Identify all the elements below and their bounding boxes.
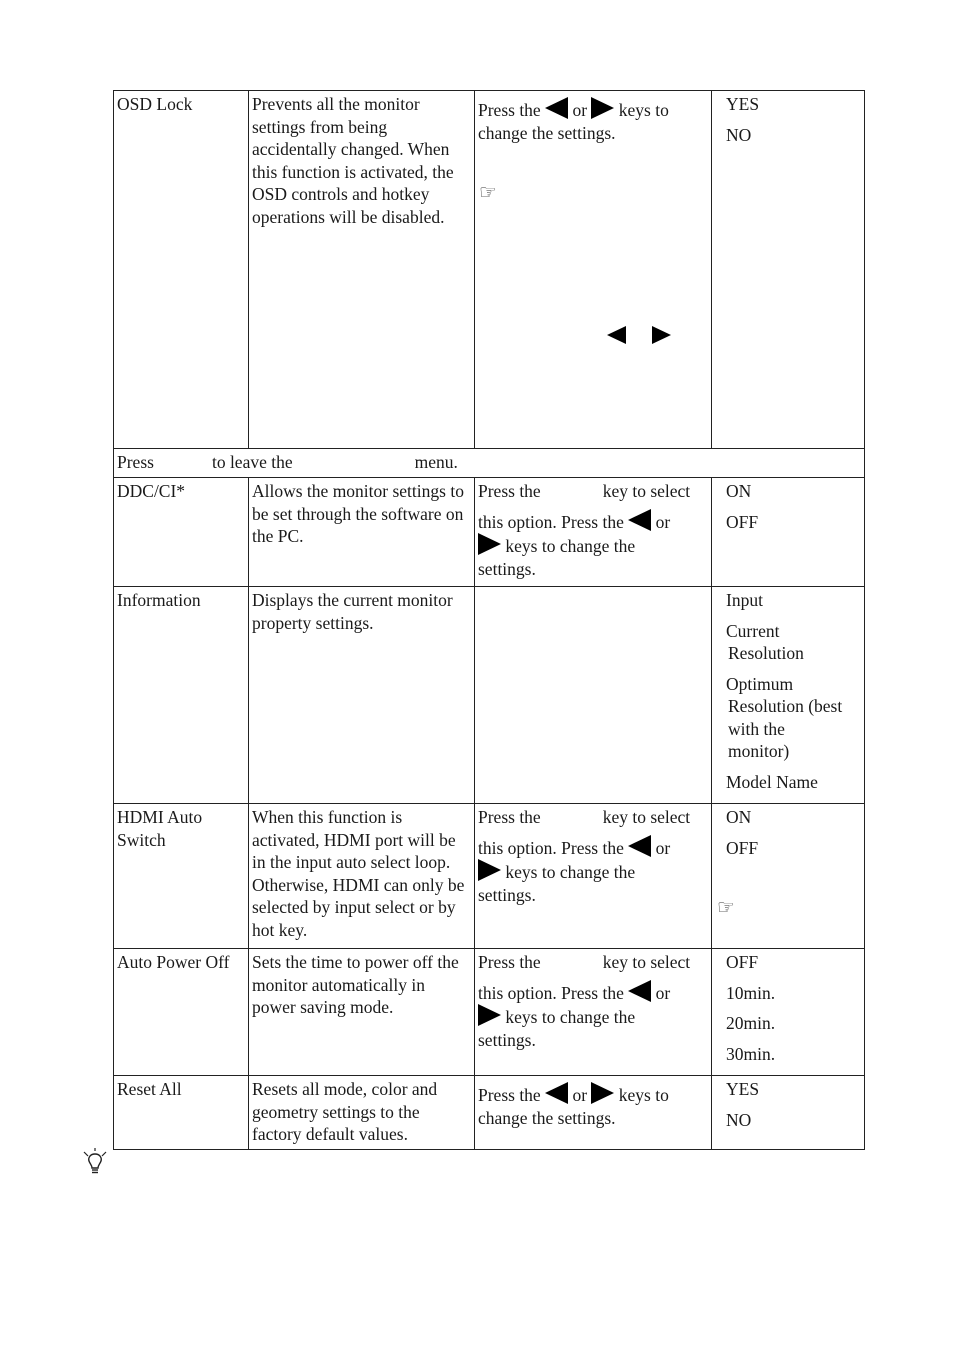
item-name: HDMI Auto Switch [114, 804, 249, 949]
item-options [712, 804, 865, 949]
left-triangle-icon [545, 97, 568, 119]
right-triangle-icon [591, 97, 614, 119]
left-triangle-icon [628, 509, 651, 531]
item-operation: Press the or keys to change the settings. [475, 1076, 712, 1150]
item-description: Prevents all the monitor settings from being accidentally changed. When this function is activated, the OSD controls and hotkey operations will be disabled. [249, 91, 475, 449]
table-row-information [114, 587, 865, 804]
leave-menu-note: Press to leave the menu. [114, 449, 865, 478]
arrow-keys-hint [607, 326, 671, 346]
item-options [712, 478, 865, 587]
option-value: ON [726, 481, 752, 501]
right-triangle-icon [478, 533, 501, 555]
item-description: Allows the monitor settings to be set through the software on the PC. [249, 478, 475, 587]
option-value: 10min. [726, 982, 776, 1003]
option-value: YES [726, 94, 760, 114]
item-operation: Press the key to select this option. Press the or keys to change the settings. [475, 949, 712, 1076]
item-operation: Press the key to select this option. Press the or keys to change the settings. [475, 478, 712, 587]
table-row-leave-menu [114, 449, 865, 478]
option-value: Input [726, 590, 763, 610]
item-operation [475, 587, 712, 804]
table-row-auto-power-off [114, 949, 865, 1076]
right-triangle-icon [478, 859, 501, 881]
option-value: Model Name [726, 771, 818, 792]
option-value: OFF [726, 837, 759, 858]
left-triangle-icon [607, 326, 626, 344]
pointing-hand-icon: ☞ [479, 180, 497, 204]
item-options [712, 587, 865, 804]
item-name: OSD Lock [114, 91, 249, 449]
item-description: When this function is activated, HDMI port will be in the input auto select loop. Otherwise, HDMI can only be selected by input select or by hot key. [249, 804, 475, 949]
item-name: DDC/CI* [114, 478, 249, 587]
option-value: ON [726, 807, 752, 827]
option-value: YES [726, 1079, 760, 1099]
left-triangle-icon [628, 835, 651, 857]
item-operation: Press the key to select this option. Press the or keys to change the settings. [475, 804, 712, 949]
option-value: 20min. [726, 1013, 776, 1033]
left-triangle-icon [545, 1082, 568, 1104]
item-description: Sets the time to power off the monitor automatically in power saving mode. [249, 949, 475, 1076]
option-value: Current Resolution [726, 620, 804, 663]
option-value: NO [726, 1109, 752, 1130]
option-value: OFF [726, 511, 759, 532]
item-operation: Press the or keys to change the settings. [475, 91, 712, 449]
item-name: Reset All [114, 1076, 249, 1150]
osd-settings-table [113, 90, 865, 1150]
item-options [712, 1076, 865, 1150]
lightbulb-icon [82, 1148, 108, 1176]
left-triangle-icon [628, 980, 651, 1002]
table-row-hdmi-auto-switch [114, 804, 865, 949]
pointing-hand-icon: ☞ [717, 895, 735, 919]
right-triangle-icon [591, 1082, 614, 1104]
item-options [712, 949, 865, 1076]
table-row-ddc-ci [114, 478, 865, 587]
table-row-osd-lock [114, 91, 865, 449]
option-value: 30min. [726, 1043, 776, 1064]
item-description: Displays the current monitor property settings. [249, 587, 475, 804]
right-triangle-icon [652, 326, 671, 344]
right-triangle-icon [478, 1004, 501, 1026]
option-value: NO [726, 124, 752, 145]
option-value: Optimum Resolution (best with the monitor) [726, 673, 843, 761]
item-description: Resets all mode, color and geometry settings to the factory default values. [249, 1076, 475, 1150]
option-value: OFF [726, 952, 759, 972]
item-options [712, 91, 865, 449]
item-name: Information [114, 587, 249, 804]
item-name: Auto Power Off [114, 949, 249, 1076]
table-row-reset-all [114, 1076, 865, 1150]
